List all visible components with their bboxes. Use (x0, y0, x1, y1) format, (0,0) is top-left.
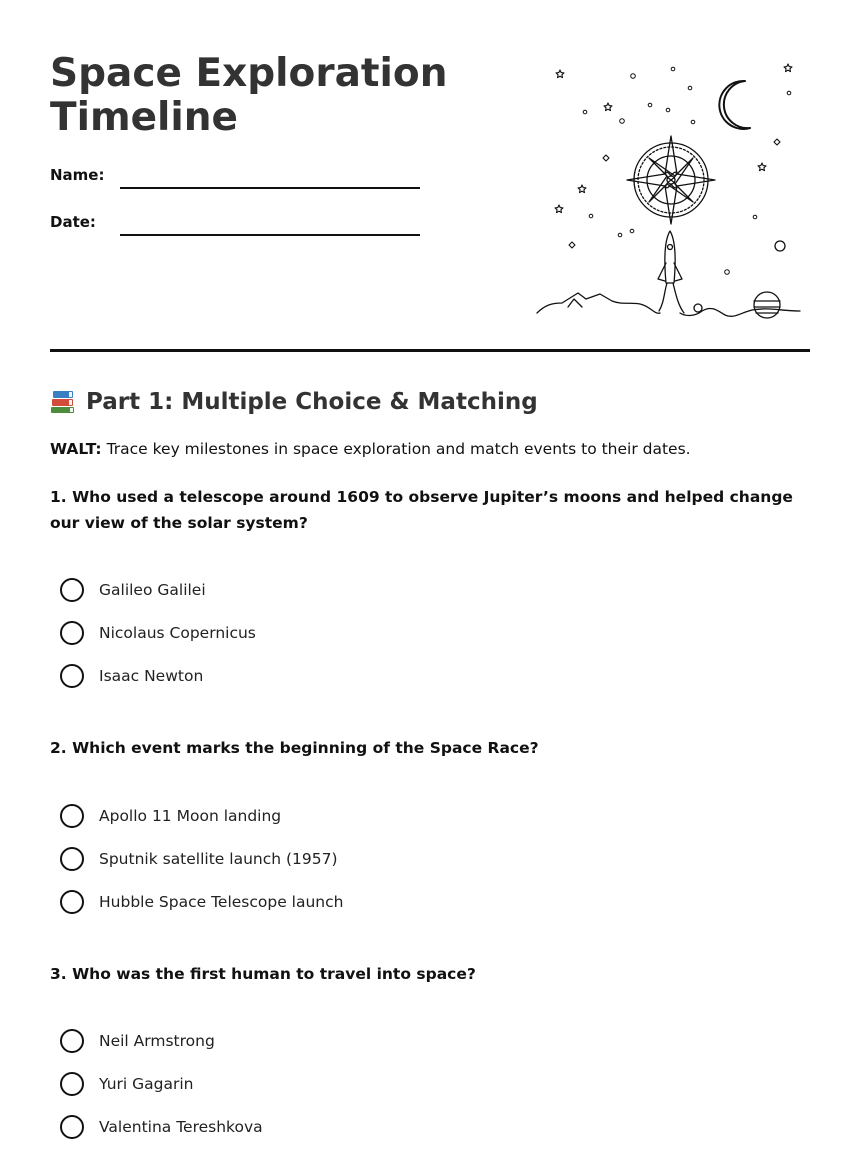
radio-button[interactable] (60, 578, 84, 602)
compass-rose-icon (627, 136, 715, 224)
moon-icon (719, 81, 750, 129)
radio-button[interactable] (60, 1072, 84, 1096)
option-row[interactable] (60, 802, 281, 830)
radio-button[interactable] (60, 621, 84, 645)
question-1: 1. Who used a telescope around 1609 to observe Jupiter’s moons and helped change our view of the solar system? (50, 488, 793, 532)
title-line-1: Space Exploration (50, 51, 448, 96)
date-label: Date: (50, 213, 96, 231)
walt-statement (50, 440, 691, 458)
option-row[interactable] (60, 1027, 215, 1055)
option-label: Valentina Tereshkova (99, 1118, 263, 1136)
option-row[interactable] (60, 619, 256, 647)
books-icon (50, 388, 76, 416)
planet-icon (694, 241, 785, 318)
option-row[interactable] (60, 888, 343, 916)
radio-button[interactable] (60, 804, 84, 828)
rocket-icon (658, 231, 684, 313)
section-title: Part 1: Multiple Choice & Matching (86, 389, 538, 415)
section-heading (50, 388, 538, 416)
question-2: 2. Which event marks the beginning of the Space Race? (50, 739, 539, 757)
name-field[interactable] (120, 187, 420, 189)
section-divider (50, 349, 810, 352)
radio-button[interactable] (60, 664, 84, 688)
option-row[interactable] (60, 662, 203, 690)
walt-text: Trace key milestones in space exploration and match events to their dates. (101, 440, 691, 458)
radio-button[interactable] (60, 1115, 84, 1139)
radio-button[interactable] (60, 890, 84, 914)
radio-button[interactable] (60, 1029, 84, 1053)
radio-button[interactable] (60, 847, 84, 871)
question-3: 3. Who was the first human to travel into space? (50, 965, 476, 983)
walt-label: WALT: (50, 440, 102, 458)
name-label: Name: (50, 166, 105, 184)
option-label: Nicolaus Copernicus (99, 624, 256, 642)
option-row[interactable] (60, 1113, 263, 1141)
page-title (50, 52, 447, 140)
option-label: Sputnik satellite launch (1957) (99, 850, 338, 868)
option-row[interactable] (60, 1070, 193, 1098)
option-row[interactable] (60, 576, 206, 604)
title-line-2: Timeline (50, 95, 239, 140)
option-label: Hubble Space Telescope launch (99, 893, 344, 911)
option-label: Apollo 11 Moon landing (99, 807, 282, 825)
option-label: Isaac Newton (99, 667, 204, 685)
option-label: Yuri Gagarin (99, 1075, 194, 1093)
date-field[interactable] (120, 234, 420, 236)
option-row[interactable] (60, 845, 338, 873)
option-label: Galileo Galilei (99, 581, 206, 599)
option-label: Neil Armstrong (99, 1032, 215, 1050)
space-illustration (530, 55, 810, 325)
